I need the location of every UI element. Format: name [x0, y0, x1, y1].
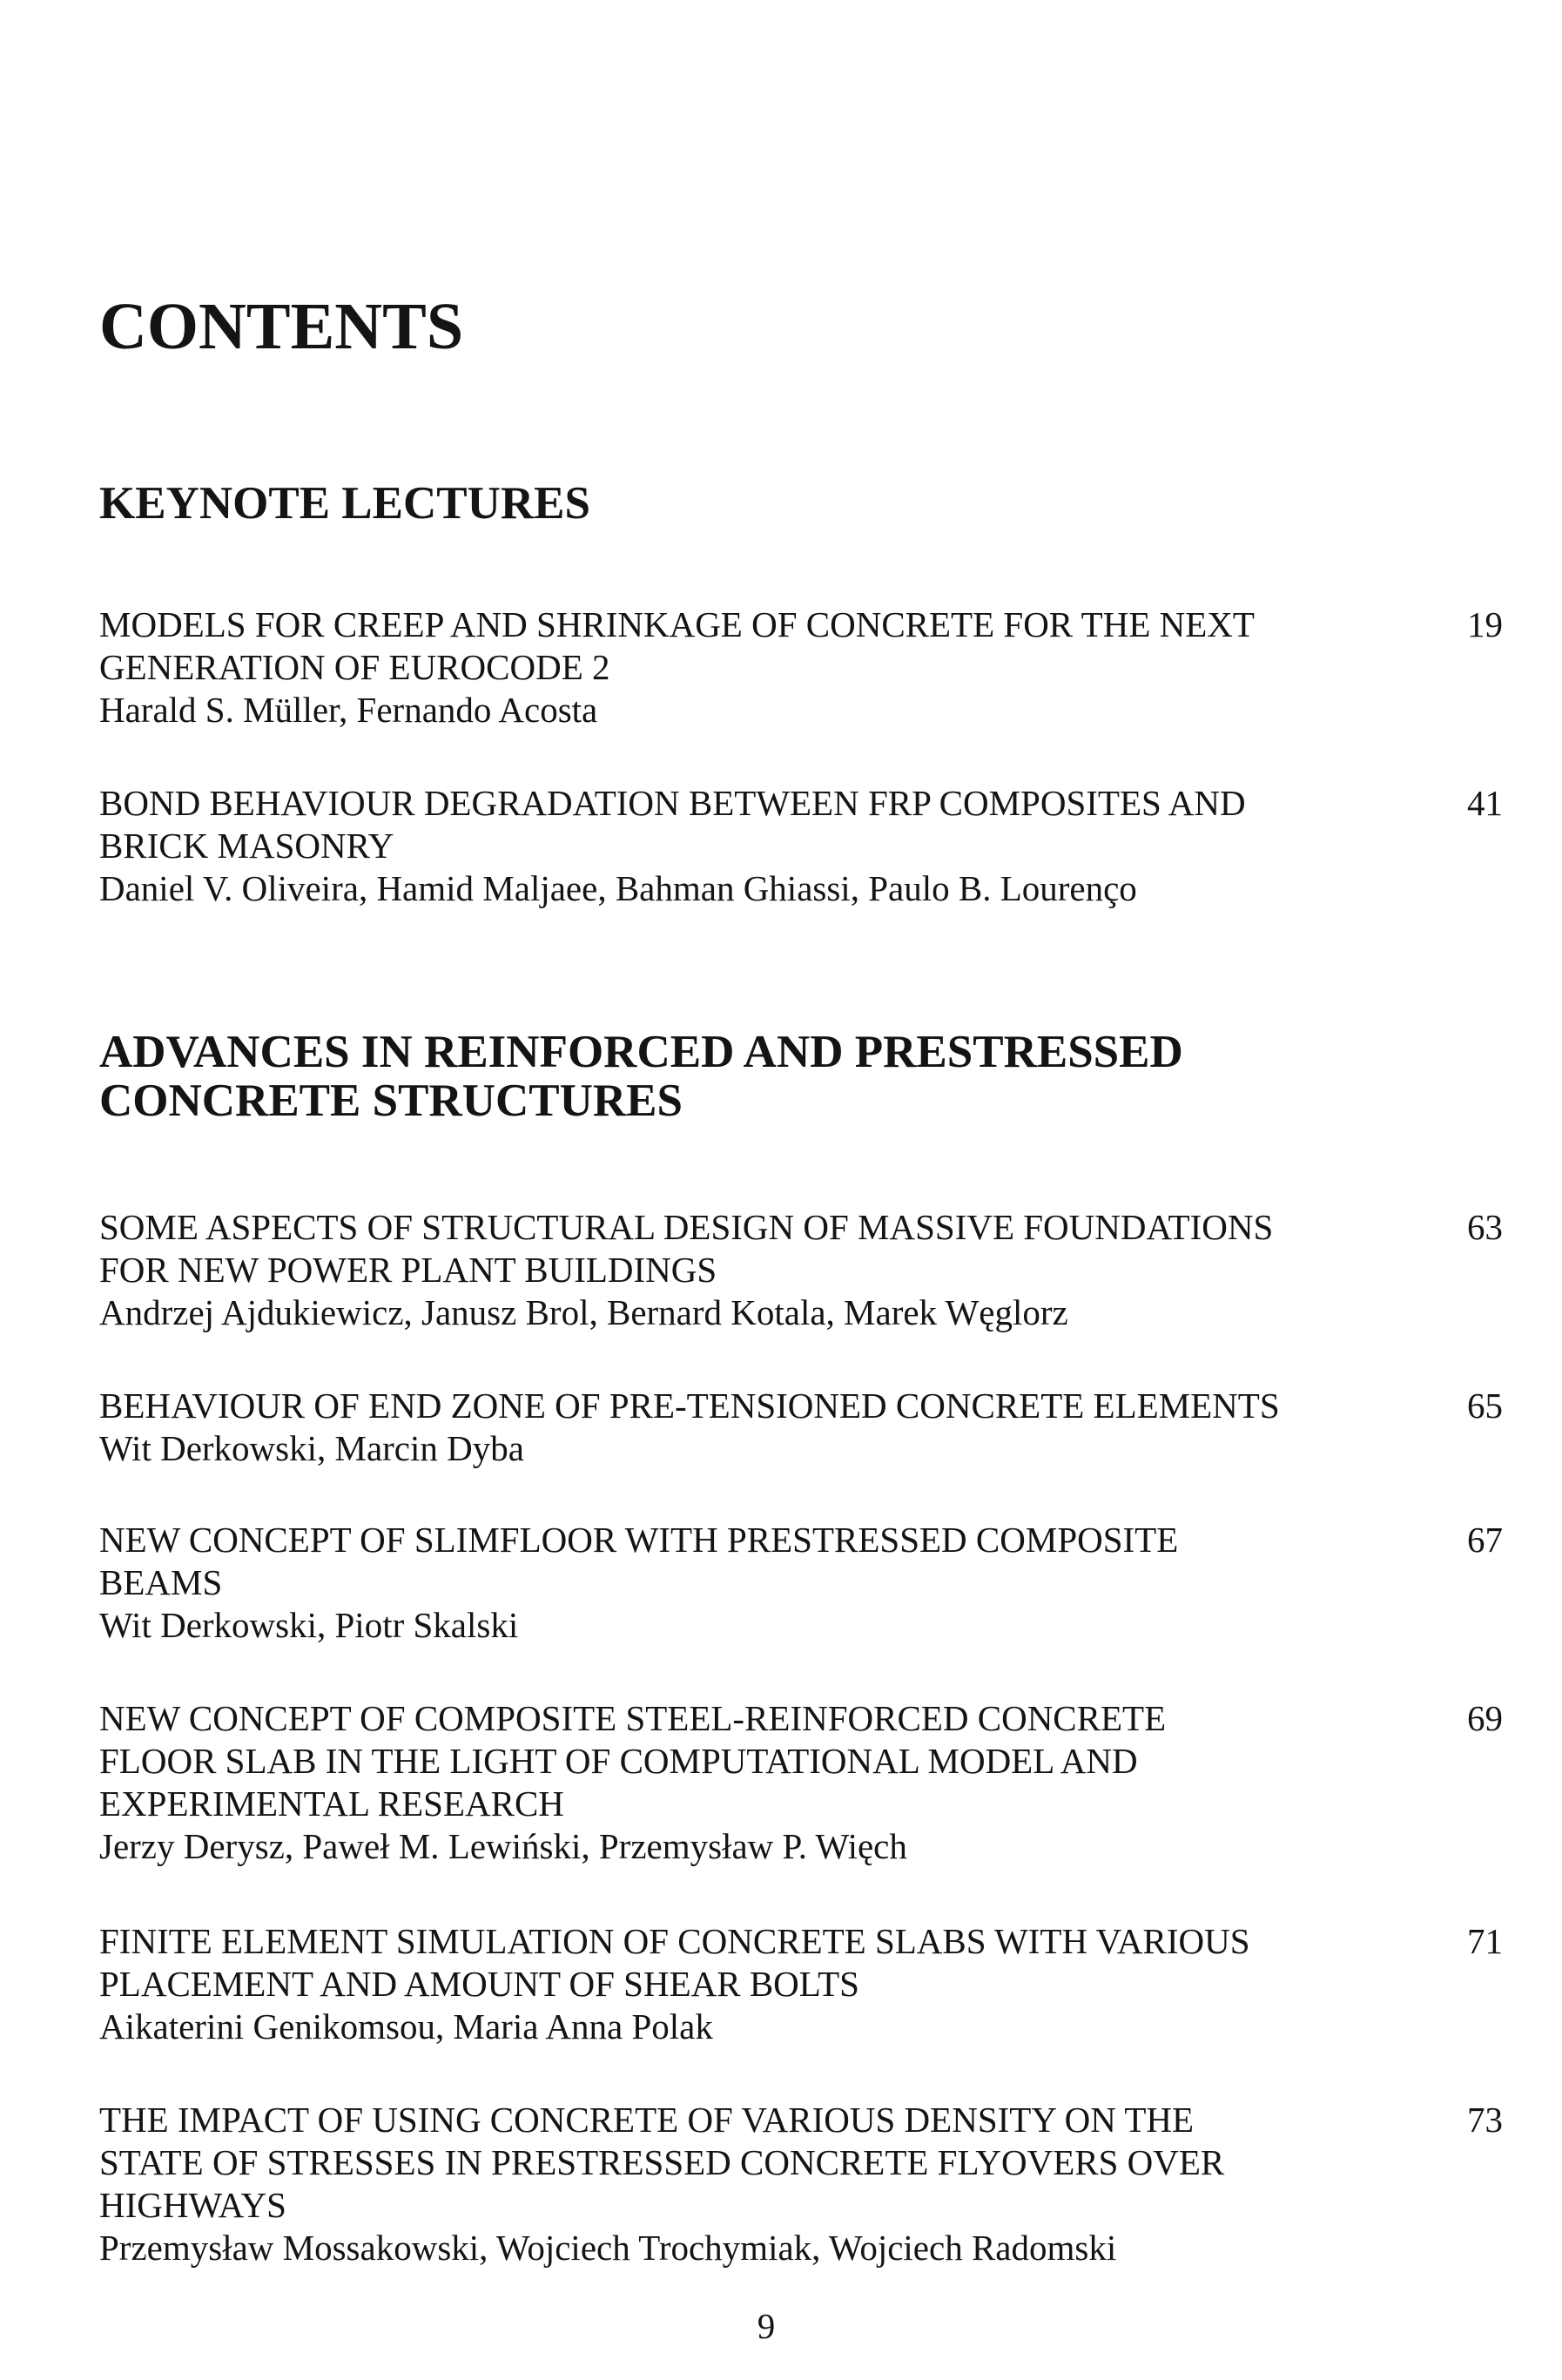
- entry-authors: Wit Derkowski, Marcin Dyba: [99, 1428, 524, 1468]
- entry-authors: Aikaterini Genikomsou, Maria Anna Polak: [99, 2006, 713, 2046]
- entry-title-line: SOME ASPECTS OF STRUCTURAL DESIGN OF MASSIVE FOUNDATIONS: [99, 1207, 1274, 1247]
- entry-page-number: 71: [1467, 1921, 1503, 1961]
- entry-title-line: NEW CONCEPT OF SLIMFLOOR WITH PRESTRESSED COMPOSITE: [99, 1520, 1179, 1560]
- toc-entry[interactable]: [99, 782, 1510, 910]
- entry-title-line: STATE OF STRESSES IN PRESTRESSED CONCRETE FLYOVERS OVER: [99, 2142, 1225, 2182]
- entry-title-line: BOND BEHAVIOUR DEGRADATION BETWEEN FRP COMPOSITES AND: [99, 783, 1246, 823]
- entry-page-number: 63: [1467, 1207, 1503, 1247]
- toc-entry[interactable]: [99, 1385, 1510, 1470]
- entry-title-line: FLOOR SLAB IN THE LIGHT OF COMPUTATIONAL MODEL AND: [99, 1741, 1138, 1781]
- entry-title-line: FOR NEW POWER PLANT BUILDINGS: [99, 1250, 717, 1290]
- entry-authors: Jerzy Derysz, Paweł M. Lewiński, Przemysław P. Więch: [99, 1826, 907, 1866]
- toc-entry[interactable]: [99, 2099, 1510, 2269]
- section-heading: ADVANCES IN REINFORCED AND PRESTRESSED: [99, 1027, 1183, 1077]
- entry-title-line: GENERATION OF EUROCODE 2: [99, 647, 610, 687]
- entry-title-line: PLACEMENT AND AMOUNT OF SHEAR BOLTS: [99, 1964, 859, 2004]
- section-heading: CONCRETE STRUCTURES: [99, 1075, 683, 1126]
- entry-page-number: 65: [1467, 1386, 1503, 1426]
- entry-page-number: 69: [1467, 1698, 1503, 1738]
- entry-title-line: BRICK MASONRY: [99, 826, 394, 866]
- toc-entry[interactable]: [99, 603, 1510, 732]
- toc-entry[interactable]: [99, 1920, 1510, 2048]
- entry-page-number: 67: [1467, 1520, 1503, 1560]
- entry-title-line: BEAMS: [99, 1562, 223, 1602]
- section-heading: KEYNOTE LECTURES: [99, 478, 591, 529]
- page-title: CONTENTS: [99, 290, 464, 363]
- entry-page-number: 19: [1467, 604, 1503, 644]
- entry-title-line: EXPERIMENTAL RESEARCH: [99, 1783, 564, 1824]
- entry-authors: Przemysław Mossakowski, Wojciech Trochymiak, Wojciech Radomski: [99, 2228, 1117, 2268]
- entry-authors: Andrzej Ajdukiewicz, Janusz Brol, Bernard Kotala, Marek Węglorz: [99, 1292, 1068, 1332]
- entry-authors: Wit Derkowski, Piotr Skalski: [99, 1605, 519, 1645]
- entry-page-number: 41: [1467, 783, 1503, 823]
- entry-authors: Harald S. Müller, Fernando Acosta: [99, 690, 598, 730]
- entry-title-line: MODELS FOR CREEP AND SHRINKAGE OF CONCRETE FOR THE NEXT: [99, 604, 1255, 644]
- toc-entry[interactable]: [99, 1206, 1510, 1334]
- entry-title-line: HIGHWAYS: [99, 2185, 286, 2225]
- entry-authors: Daniel V. Oliveira, Hamid Maljaee, Bahman Ghiassi, Paulo B. Lourenço: [99, 868, 1137, 908]
- page-number: 9: [757, 2306, 776, 2346]
- toc-entry[interactable]: [99, 1519, 1510, 1647]
- entry-title-line: THE IMPACT OF USING CONCRETE OF VARIOUS DENSITY ON THE: [99, 2100, 1195, 2140]
- entry-title-line: FINITE ELEMENT SIMULATION OF CONCRETE SLABS WITH VARIOUS: [99, 1921, 1250, 1961]
- entry-title-line: NEW CONCEPT OF COMPOSITE STEEL-REINFORCED CONCRETE: [99, 1698, 1167, 1738]
- entry-title-line: BEHAVIOUR OF END ZONE OF PRE-TENSIONED CONCRETE ELEMENTS: [99, 1386, 1280, 1426]
- entry-page-number: 73: [1467, 2100, 1503, 2140]
- toc-entry[interactable]: [99, 1697, 1510, 1868]
